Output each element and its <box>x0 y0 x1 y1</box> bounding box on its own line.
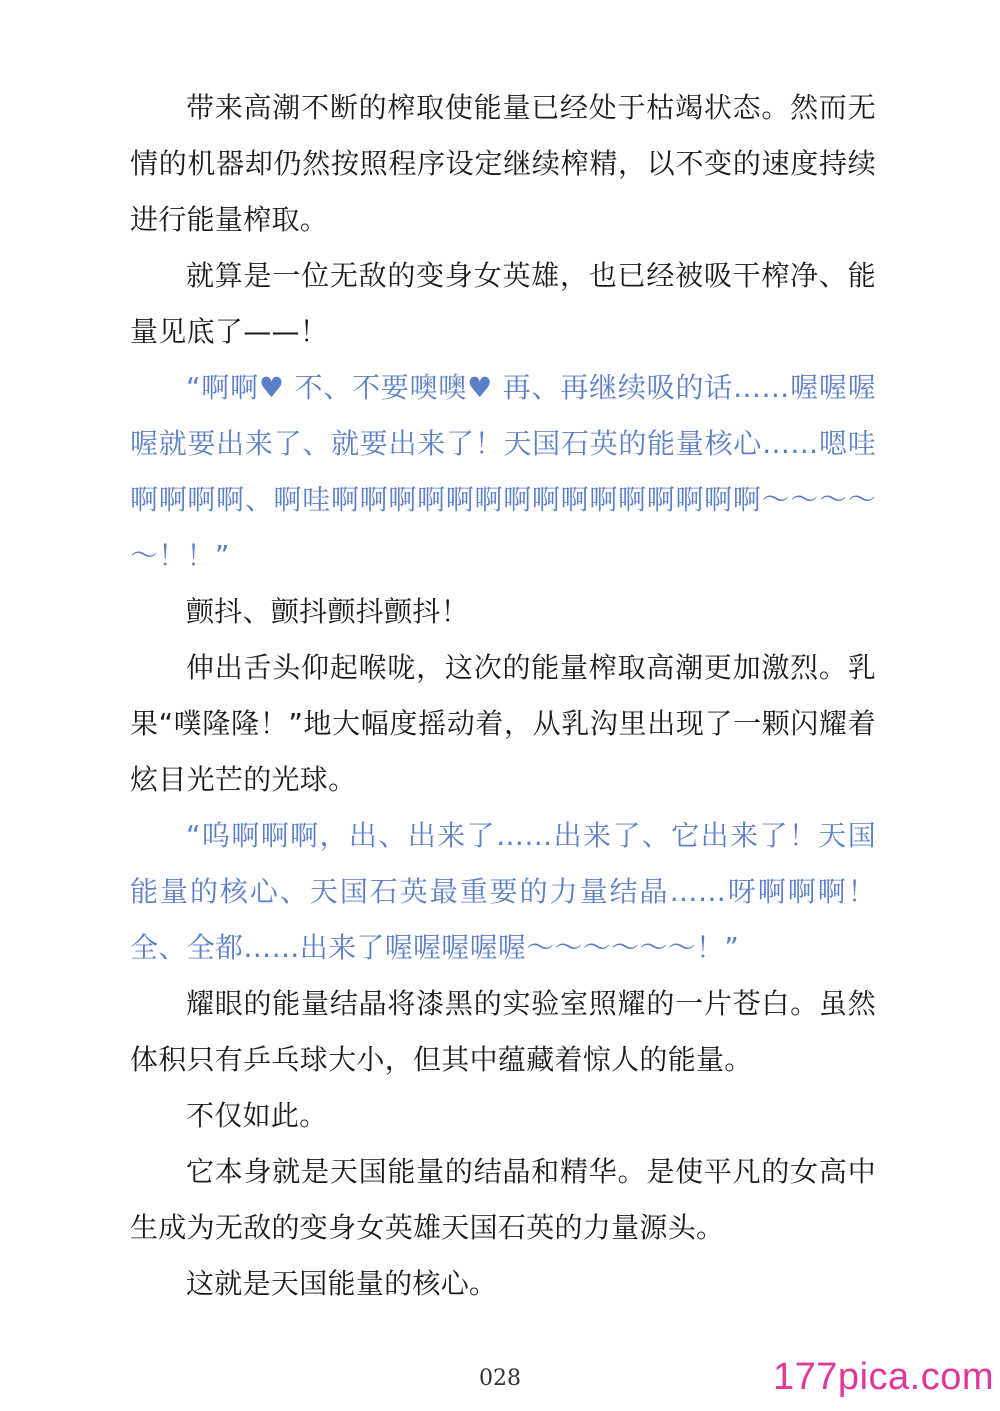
dialogue-paragraph: “啊啊♥ 不、不要噢噢♥ 再、再继续吸的话……喔喔喔喔就要出来了、就要出来了！天国石英的能量核心……嗯哇啊啊啊啊、啊哇啊啊啊啊啊啊啊啊啊啊啊啊啊啊啊～～～～～！！” <box>130 371 876 572</box>
dialogue-paragraph: “呜啊啊啊，出、出来了……出来了、它出来了！天国能量的核心、天国石英最重要的力量结晶……呀啊啊啊！全、全都……出来了喔喔喔喔喔～～～～～～！” <box>130 819 876 964</box>
paragraph: 就算是一位无敌的变身女英雄，也已经被吸干榨净、能量见底了——！ <box>130 259 876 348</box>
body-text <box>130 80 876 1312</box>
paragraph: 不仅如此。 <box>186 1099 328 1132</box>
paragraph: 它本身就是天国能量的结晶和精华。是使平凡的女高中生成为无敌的变身女英雄天国石英的力量源头。 <box>130 1155 876 1244</box>
page-number: 028 <box>479 1366 521 1391</box>
watermark: 177pica.com <box>773 1356 994 1398</box>
paragraph: 这就是天国能量的核心。 <box>186 1267 498 1300</box>
paragraph: 耀眼的能量结晶将漆黑的实验室照耀的一片苍白。虽然体积只有乒乓球大小，但其中蕴藏着惊人的能量。 <box>130 987 876 1076</box>
paragraph: 带来高潮不断的榨取使能量已经处于枯竭状态。然而无情的机器却仍然按照程序设定继续榨精，以不变的速度持续进行能量榨取。 <box>130 91 876 236</box>
paragraph: 颤抖、颤抖颤抖颤抖！ <box>186 595 470 628</box>
paragraph: 伸出舌头仰起喉咙，这次的能量榨取高潮更加激烈。乳果“噗隆隆！”地大幅度摇动着，从乳沟里出现了一颗闪耀着炫目光芒的光球。 <box>130 651 876 796</box>
